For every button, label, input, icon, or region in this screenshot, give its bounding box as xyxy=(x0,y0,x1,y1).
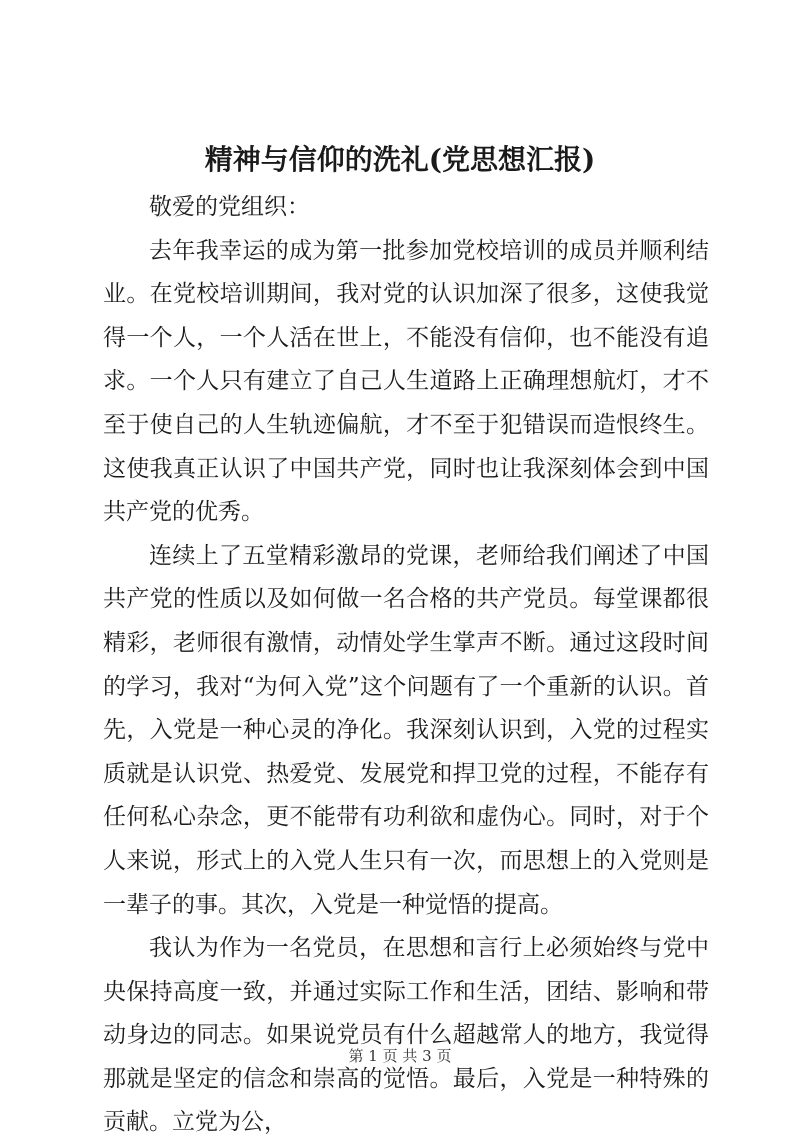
paragraph: 连续上了五堂精彩激昂的党课，老师给我们阐述了中国共产党的性质以及如何做一名合格的共产党员。每堂课都很精彩，老师很有激情，动情处学生掌声不断。通过这段时间的学习，我对“为何入党”这个问题有了一个重新的认识。首先，入党是一种心灵的净化。我深刻认识到，入党的过程实质就是认识党、热爱党、发展党和捍卫党的过程，不能存有任何私心杂念，更不能带有功利欲和虚伪心。同时，对于个人来说，形式上的入党人生只有一次，而思想上的入党则是一辈子的事。其次，入党是一种觉悟的提高。 xyxy=(103,542,709,918)
salutation: 敬爱的党组织： xyxy=(149,194,310,220)
document-body xyxy=(103,186,709,1145)
paragraph: 去年我幸运的成为第一批参加党校培训的成员并顺利结业。在党校培训期间，我对党的认识加深了很多，这使我觉得一个人，一个人活在世上，不能没有信仰，也不能没有追求。一个人只有建立了自己人生道路上正确理想航灯，才不至于使自己的人生轨迹偏航，才不至于犯错误而造恨终生。这使我真正认识了中国共产党，同时也让我深刻体会到中国共产党的优秀。 xyxy=(103,237,709,526)
document-title: 精神与信仰的洗礼(党思想汇报) xyxy=(204,143,596,176)
page-indicator: 第 1 页 共 3 页 xyxy=(348,1047,452,1065)
paragraph: 我认为作为一名党员，在思想和言行上必须始终与党中央保持高度一致，并通过实际工作和生活，团结、影响和带动身边的同志。如果说党员有什么超越常人的地方，我觉得那就是坚定的信念和崇高的觉悟。最后，入党是一种特殊的贡献。立党为公， xyxy=(103,935,709,1136)
